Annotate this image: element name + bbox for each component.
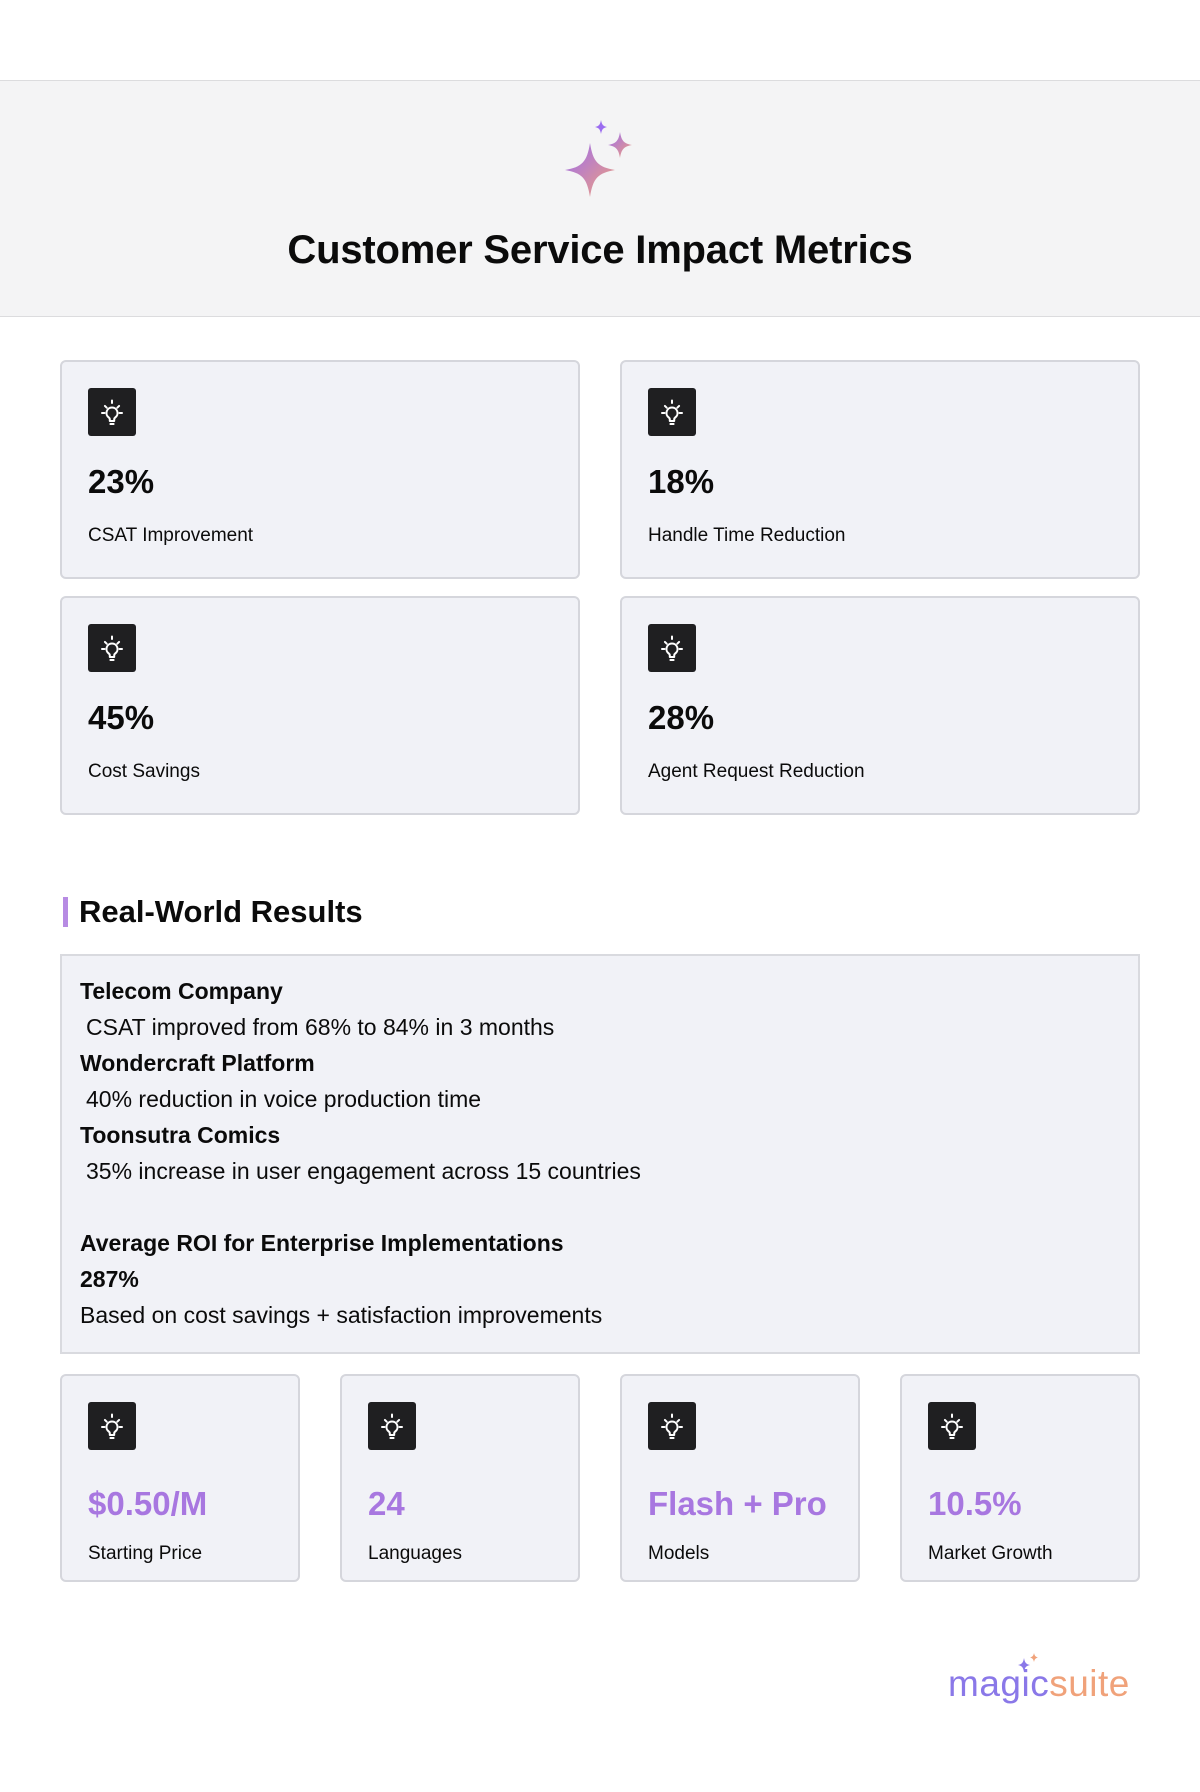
- metric-value: 28%: [648, 699, 715, 736]
- metric-card-csat: [60, 360, 580, 579]
- lightbulb-icon: [88, 1402, 136, 1450]
- brand-logo: [948, 1662, 1130, 1706]
- case-company: Wondercraft Platform: [80, 1050, 315, 1076]
- lightbulb-icon: [648, 1402, 696, 1450]
- results-panel: [60, 954, 1140, 1354]
- stat-card-languages: [340, 1374, 580, 1582]
- stat-card-market-growth: [900, 1374, 1140, 1582]
- roi-value: 287%: [80, 1266, 139, 1292]
- stat-label: Languages: [368, 1543, 463, 1564]
- page-title: Customer Service Impact Metrics: [287, 228, 913, 272]
- stat-label: Market Growth: [928, 1543, 1053, 1564]
- brand-suite: suite: [1049, 1663, 1130, 1704]
- metric-value: 18%: [648, 463, 715, 500]
- stat-value: 24: [368, 1485, 405, 1522]
- metric-label: CSAT Improvement: [88, 525, 254, 546]
- stat-label: Starting Price: [88, 1543, 203, 1564]
- lightbulb-icon: [368, 1402, 416, 1450]
- stat-card-price: [60, 1374, 300, 1582]
- sparkle-icon: [560, 118, 640, 204]
- stat-label: Models: [648, 1543, 710, 1564]
- stat-value: Flash + Pro: [648, 1485, 827, 1522]
- section-title: Real-World Results: [79, 894, 363, 929]
- case-company: Telecom Company: [80, 978, 283, 1004]
- metric-value: 23%: [88, 463, 155, 500]
- stat-card-models: [620, 1374, 860, 1582]
- stat-value: 10.5%: [928, 1485, 1022, 1522]
- lightbulb-icon: [928, 1402, 976, 1450]
- case-detail: CSAT improved from 68% to 84% in 3 months: [86, 1014, 555, 1040]
- metric-label: Agent Request Reduction: [648, 761, 865, 782]
- lightbulb-icon: [88, 624, 136, 672]
- case-company: Toonsutra Comics: [80, 1122, 281, 1148]
- stat-value: $0.50/M: [88, 1485, 208, 1522]
- metric-value: 45%: [88, 699, 155, 736]
- lightbulb-icon: [88, 388, 136, 436]
- section-accent-bar: [63, 897, 68, 927]
- roi-basis: Based on cost savings + satisfaction improvements: [80, 1302, 603, 1328]
- roi-heading: Average ROI for Enterprise Implementations: [80, 1230, 564, 1256]
- lightbulb-icon: [648, 624, 696, 672]
- lightbulb-icon: [648, 388, 696, 436]
- case-detail: 40% reduction in voice production time: [86, 1086, 482, 1112]
- brand-magic: magic: [948, 1663, 1050, 1704]
- metric-card-cost-savings: [60, 596, 580, 815]
- case-detail: 35% increase in user engagement across 15 countries: [86, 1158, 641, 1184]
- metric-label: Handle Time Reduction: [648, 525, 846, 546]
- metric-label: Cost Savings: [88, 761, 200, 782]
- metric-card-handle-time: [620, 360, 1140, 579]
- metric-card-agent-request: [620, 596, 1140, 815]
